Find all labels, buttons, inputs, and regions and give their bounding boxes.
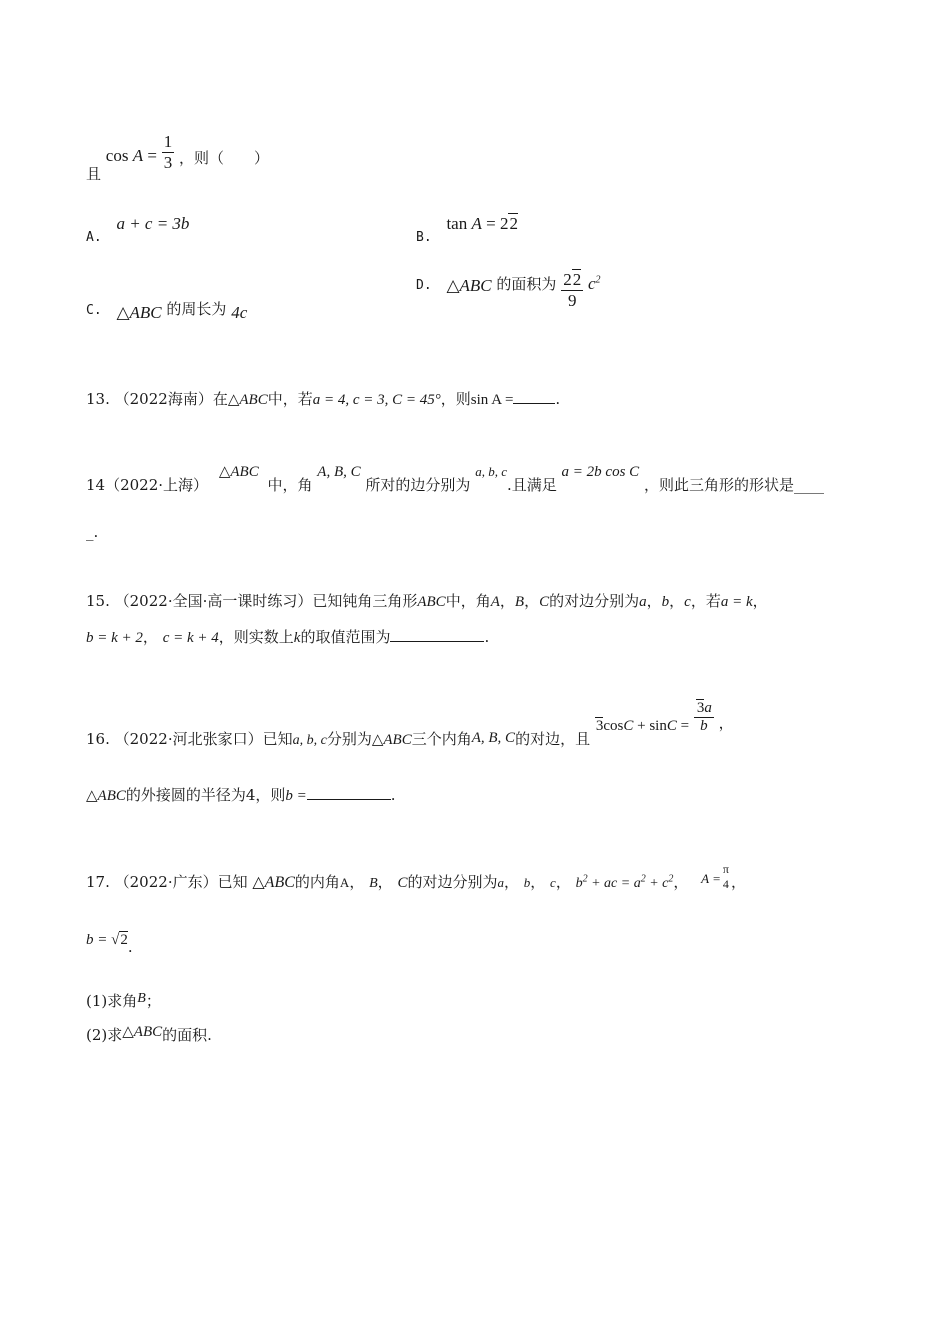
option-d: D. △ABC 的面积为 $\frac{22}{9}$ $c^2$ [416, 270, 601, 310]
option-a: A. a + c = 3b [86, 214, 190, 245]
option-c: C. △ABC 的周长为 4c [86, 300, 248, 322]
question-13: 13. （2022海南）在△ABC中，若a = 4, c = 3, C = 45°，则sin A = . [86, 390, 561, 408]
question-15: 15. （2022·全国·高一课时练习）已知钝角三角形ABC中，角A，B，C的对边分别为a，b，c，若a = k， [86, 592, 768, 610]
q12-continuation: 且 cos A = $\frac{1}{3}$ ，则（ ） [86, 132, 270, 183]
option-b: B. tan A = 22 [416, 214, 518, 245]
q17-continuation: b = √2. [86, 932, 133, 956]
q15-continuation: b = k + 2， c = k + 4，则实数上k的取值范围为 . [86, 628, 490, 646]
q17-part-2: (2)求△ABC的面积. [86, 1024, 212, 1044]
q12-cont-post: ，则（ ） [179, 148, 270, 167]
q16-answer-blank[interactable] [307, 799, 391, 800]
question-14: 14（2022·上海） △ABC 中，角 A, B, C 所对的边分别为 a, b, c.且满足 a = 2b cos C ，则此三角形的形状是____ [86, 464, 824, 494]
q16-continuation: △ABC的外接圆的半径为4，则b = . [86, 786, 396, 804]
q13-answer-blank[interactable] [513, 403, 555, 404]
q17-part-1: (1)求角B； [86, 991, 161, 1010]
q14-continuation: _. [86, 523, 99, 541]
q12-cont-pre: 且 [86, 164, 102, 183]
question-16: 16. （2022·河北张家口）已知a, b, c分别为△ABC三个内角A, B, C的对边，且 3cosC + sinC = $\frac{3a}{b}$ ， [86, 700, 734, 748]
q15-answer-blank[interactable] [390, 641, 484, 642]
question-17: 17. （2022·广东）已知 △ABC的内角A， B， C的对边分别为a， b， c， $b^2$ + ac = $a^2 + c^2$， A = π 4 ， [86, 862, 746, 891]
